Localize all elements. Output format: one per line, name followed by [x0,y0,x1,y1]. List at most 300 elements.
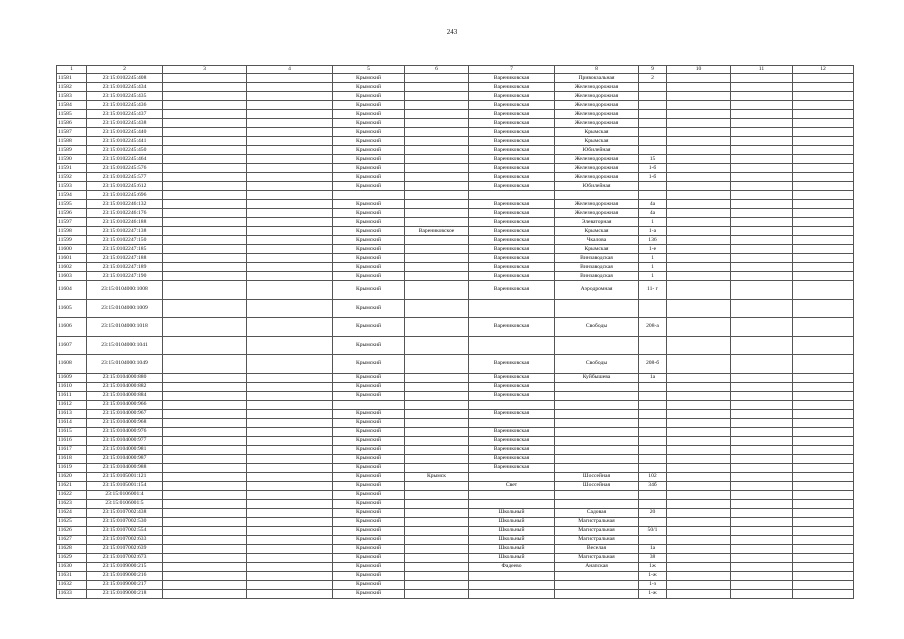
street-cell [555,427,639,436]
place-cell [405,336,469,355]
col-11-cell [731,472,793,481]
table-row [57,101,854,110]
cadastral-number-cell: 23:15:0104000:880 [87,373,163,382]
row-number-cell: 11616 [57,436,87,445]
house-cell [639,92,667,101]
settlement-cell: Школьный [469,553,555,562]
table-row [57,74,854,83]
col-12-cell [793,454,854,463]
cadastral-number-cell: 23:15:0102245:437 [87,110,163,119]
table-row [57,553,854,562]
house-cell [639,409,667,418]
house-cell [639,137,667,146]
col-11-cell [731,580,793,589]
settlement-cell: Варениковская [469,101,555,110]
settlement-cell: Варениковская [469,74,555,83]
place-cell [405,445,469,454]
street-cell: Железнодорожная [555,110,639,119]
settlement-cell: Варениковская [469,445,555,454]
col-11-cell [731,508,793,517]
column-header: 4 [247,66,333,74]
district-cell: Крымский [333,481,405,490]
house-cell: 20 [639,508,667,517]
house-cell [639,182,667,191]
settlement-cell [469,499,555,508]
district-cell: Крымский [333,580,405,589]
col-12-cell [793,254,854,263]
row-number-cell: 11626 [57,526,87,535]
col-10-cell [667,490,731,499]
column-header: 2 [87,66,163,74]
street-cell: Железнодорожная [555,200,639,209]
cadastral-number-cell: 23:15:0102247:185 [87,245,163,254]
district-cell: Крымский [333,137,405,146]
table-row [57,200,854,209]
district-cell: Крымский [333,128,405,137]
table-row [57,427,854,436]
col-11-cell [731,74,793,83]
col-3-cell [163,400,247,409]
col-11-cell [731,83,793,92]
cadastral-number-cell: 23:15:0102245:438 [87,119,163,128]
district-cell: Крымский [333,535,405,544]
place-cell [405,182,469,191]
table-row [57,173,854,182]
col-10-cell [667,562,731,571]
col-10-cell [667,74,731,83]
col-4-cell [247,83,333,92]
col-4-cell [247,355,333,374]
house-cell [639,454,667,463]
row-number-cell: 11581 [57,74,87,83]
col-12-cell [793,236,854,245]
col-3-cell [163,200,247,209]
house-cell: 1а [639,373,667,382]
col-3-cell [163,391,247,400]
cadastral-number-cell: 23:15:0104000:1041 [87,336,163,355]
col-4-cell [247,373,333,382]
col-4-cell [247,218,333,227]
col-11-cell [731,236,793,245]
settlement-cell: Варениковская [469,173,555,182]
table-row [57,499,854,508]
street-cell: Привокзальная [555,74,639,83]
col-3-cell [163,218,247,227]
col-12-cell [793,110,854,119]
settlement-cell [469,299,555,318]
col-12-cell [793,209,854,218]
district-cell: Крымский [333,74,405,83]
col-12-cell [793,299,854,318]
street-cell: Железнодорожная [555,119,639,128]
district-cell: Крымский [333,200,405,209]
col-3-cell [163,272,247,281]
col-12-cell [793,92,854,101]
col-4-cell [247,191,333,200]
col-3-cell [163,281,247,300]
table-row [57,544,854,553]
col-10-cell [667,200,731,209]
district-cell: Крымский [333,164,405,173]
col-10-cell [667,263,731,272]
table-row [57,382,854,391]
settlement-cell [469,418,555,427]
col-10-cell [667,155,731,164]
col-11-cell [731,245,793,254]
table-row [57,517,854,526]
col-4-cell [247,164,333,173]
col-12-cell [793,83,854,92]
house-cell: 1-е [639,245,667,254]
house-cell: 1 [639,263,667,272]
col-10-cell [667,508,731,517]
col-10-cell [667,92,731,101]
col-12-cell [793,191,854,200]
district-cell: Крымский [333,227,405,236]
street-cell: Крымская [555,227,639,236]
settlement-cell [469,589,555,598]
place-cell [405,263,469,272]
table-row [57,119,854,128]
house-cell [639,490,667,499]
house-cell [639,517,667,526]
col-11-cell [731,427,793,436]
house-cell: 34б [639,481,667,490]
row-number-cell: 11629 [57,553,87,562]
place-cell [405,254,469,263]
place-cell [405,490,469,499]
column-header: 1 [57,66,87,74]
col-10-cell [667,526,731,535]
row-number-cell: 11628 [57,544,87,553]
table-row [57,454,854,463]
col-3-cell [163,83,247,92]
district-cell: Крымский [333,382,405,391]
col-4-cell [247,418,333,427]
table-row [57,318,854,337]
street-cell: Железнодорожная [555,173,639,182]
cadastral-number-cell: 23:15:0107002:639 [87,544,163,553]
cadastral-number-cell: 23:15:0107002:633 [87,535,163,544]
row-number-cell: 11607 [57,336,87,355]
col-12-cell [793,391,854,400]
cadastral-number-cell: 23:15:0102245:435 [87,92,163,101]
cadastral-number-cell: 23:15:0104000:967 [87,409,163,418]
row-number-cell: 11588 [57,137,87,146]
settlement-cell: Варениковская [469,318,555,337]
place-cell [405,74,469,83]
district-cell: Крымский [333,236,405,245]
place-cell [405,454,469,463]
place-cell [405,463,469,472]
settlement-cell: Свет [469,481,555,490]
col-10-cell [667,355,731,374]
row-number-cell: 11609 [57,373,87,382]
row-number-cell: 11595 [57,200,87,209]
col-12-cell [793,173,854,182]
place-cell [405,355,469,374]
settlement-cell: Варениковская [469,110,555,119]
row-number-cell: 11606 [57,318,87,337]
street-cell [555,454,639,463]
col-11-cell [731,544,793,553]
table-row [57,155,854,164]
table-row [57,92,854,101]
col-10-cell [667,137,731,146]
col-3-cell [163,454,247,463]
house-cell [639,382,667,391]
district-cell: Крымский [333,472,405,481]
col-11-cell [731,436,793,445]
street-cell: Железнодорожная [555,164,639,173]
col-11-cell [731,146,793,155]
col-11-cell [731,281,793,300]
district-cell: Крымский [333,155,405,164]
col-3-cell [163,74,247,83]
district-cell: Крымский [333,245,405,254]
settlement-cell: Варениковская [469,137,555,146]
table-row [57,535,854,544]
col-12-cell [793,382,854,391]
col-11-cell [731,272,793,281]
col-11-cell [731,499,793,508]
place-cell [405,101,469,110]
house-cell [639,436,667,445]
cadastral-number-cell: 23:15:0102245:440 [87,128,163,137]
column-header: 7 [469,66,555,74]
col-10-cell [667,535,731,544]
row-number-cell: 11584 [57,101,87,110]
col-3-cell [163,436,247,445]
settlement-cell: Варениковская [469,263,555,272]
row-number-cell: 11597 [57,218,87,227]
table-row [57,526,854,535]
col-10-cell [667,209,731,218]
row-number-cell: 11586 [57,119,87,128]
cadastral-number-cell: 23:15:0107002:438 [87,508,163,517]
col-11-cell [731,400,793,409]
street-cell: Железнодорожная [555,83,639,92]
col-11-cell [731,391,793,400]
table-row [57,400,854,409]
col-3-cell [163,508,247,517]
place-cell [405,272,469,281]
col-10-cell [667,272,731,281]
district-cell: Крымский [333,409,405,418]
place-cell [405,553,469,562]
table-row [57,355,854,374]
row-number-cell: 11617 [57,445,87,454]
col-4-cell [247,499,333,508]
street-cell: Аэродромная [555,281,639,300]
settlement-cell [469,400,555,409]
col-11-cell [731,182,793,191]
col-3-cell [163,209,247,218]
col-11-cell [731,589,793,598]
row-number-cell: 11592 [57,173,87,182]
cadastral-number-cell: 23:15:0107002:673 [87,553,163,562]
col-11-cell [731,254,793,263]
street-cell [555,299,639,318]
row-number-cell: 11620 [57,472,87,481]
settlement-cell: Варениковская [469,463,555,472]
col-3-cell [163,128,247,137]
col-12-cell [793,508,854,517]
col-12-cell [793,436,854,445]
table-row [57,445,854,454]
col-3-cell [163,409,247,418]
col-10-cell [667,336,731,355]
row-number-cell: 11612 [57,400,87,409]
house-cell [639,418,667,427]
col-12-cell [793,355,854,374]
cadastral-number-cell: 23:15:0104000:966 [87,400,163,409]
row-number-cell: 11619 [57,463,87,472]
cadastral-number-cell: 23:15:0102246:176 [87,209,163,218]
col-12-cell [793,101,854,110]
col-12-cell [793,409,854,418]
place-cell [405,508,469,517]
house-cell: 4а [639,209,667,218]
col-3-cell [163,254,247,263]
district-cell [333,400,405,409]
place-cell [405,391,469,400]
col-10-cell [667,236,731,245]
place-cell [405,173,469,182]
col-4-cell [247,209,333,218]
settlement-cell: Фадеево [469,562,555,571]
col-4-cell [247,490,333,499]
col-12-cell [793,74,854,83]
col-3-cell [163,318,247,337]
district-cell: Крымский [333,463,405,472]
col-4-cell [247,472,333,481]
house-cell [639,336,667,355]
col-3-cell [163,355,247,374]
col-10-cell [667,182,731,191]
district-cell: Крымский [333,391,405,400]
row-number-cell: 11590 [57,155,87,164]
col-3-cell [163,182,247,191]
col-4-cell [247,263,333,272]
col-3-cell [163,146,247,155]
house-cell: 1-ж [639,571,667,580]
col-3-cell [163,101,247,110]
street-cell [555,463,639,472]
cadastral-number-cell: 23:15:0109000:218 [87,589,163,598]
district-cell: Крымский [333,263,405,272]
district-cell: Крымский [333,418,405,427]
place-cell [405,517,469,526]
col-12-cell [793,400,854,409]
col-11-cell [731,209,793,218]
row-number-cell: 11594 [57,191,87,200]
cadastral-number-cell: 23:15:0102247:189 [87,263,163,272]
place-cell [405,580,469,589]
table-row [57,472,854,481]
col-11-cell [731,409,793,418]
house-cell [639,101,667,110]
row-number-cell: 11625 [57,517,87,526]
district-cell: Крымский [333,83,405,92]
row-number-cell: 11596 [57,209,87,218]
col-11-cell [731,490,793,499]
house-cell: 208-б [639,355,667,374]
table-row [57,281,854,300]
col-10-cell [667,517,731,526]
district-cell: Крымский [333,373,405,382]
col-3-cell [163,472,247,481]
table-row [57,182,854,191]
street-cell [555,436,639,445]
settlement-cell: Варениковская [469,146,555,155]
col-4-cell [247,101,333,110]
col-10-cell [667,281,731,300]
col-4-cell [247,445,333,454]
cadastral-number-cell: 23:15:0104000:988 [87,463,163,472]
table-row [57,299,854,318]
place-cell [405,218,469,227]
table-row [57,218,854,227]
table-row [57,580,854,589]
house-cell: 102 [639,472,667,481]
col-4-cell [247,155,333,164]
row-number-cell: 11585 [57,110,87,119]
col-12-cell [793,499,854,508]
house-cell [639,499,667,508]
street-cell [555,589,639,598]
street-cell [555,499,639,508]
settlement-cell: Варениковская [469,227,555,236]
place-cell [405,209,469,218]
table-row [57,254,854,263]
col-11-cell [731,137,793,146]
place-cell [405,164,469,173]
table-row [57,245,854,254]
row-number-cell: 11591 [57,164,87,173]
cadastral-number-cell: 23:15:0102247:150 [87,236,163,245]
cadastral-number-cell: 23:15:0102245:436 [87,101,163,110]
cadastral-number-cell: 23:15:0104000:1018 [87,318,163,337]
row-number-cell: 11621 [57,481,87,490]
col-4-cell [247,236,333,245]
settlement-cell: Варениковская [469,436,555,445]
col-11-cell [731,336,793,355]
cadastral-number-cell: 23:15:0106001:4 [87,490,163,499]
house-cell [639,535,667,544]
place-cell [405,119,469,128]
col-3-cell [163,517,247,526]
col-12-cell [793,526,854,535]
col-10-cell [667,373,731,382]
col-4-cell [247,553,333,562]
place-cell [405,245,469,254]
col-3-cell [163,427,247,436]
col-10-cell [667,481,731,490]
col-12-cell [793,571,854,580]
house-cell: 208-а [639,318,667,337]
col-4-cell [247,146,333,155]
col-11-cell [731,318,793,337]
place-cell [405,409,469,418]
cadastral-number-cell: 23:15:0104000:1049 [87,355,163,374]
col-10-cell [667,299,731,318]
col-12-cell [793,218,854,227]
col-10-cell [667,553,731,562]
street-cell: Магистральная [555,526,639,535]
col-4-cell [247,526,333,535]
house-cell: 1а [639,544,667,553]
